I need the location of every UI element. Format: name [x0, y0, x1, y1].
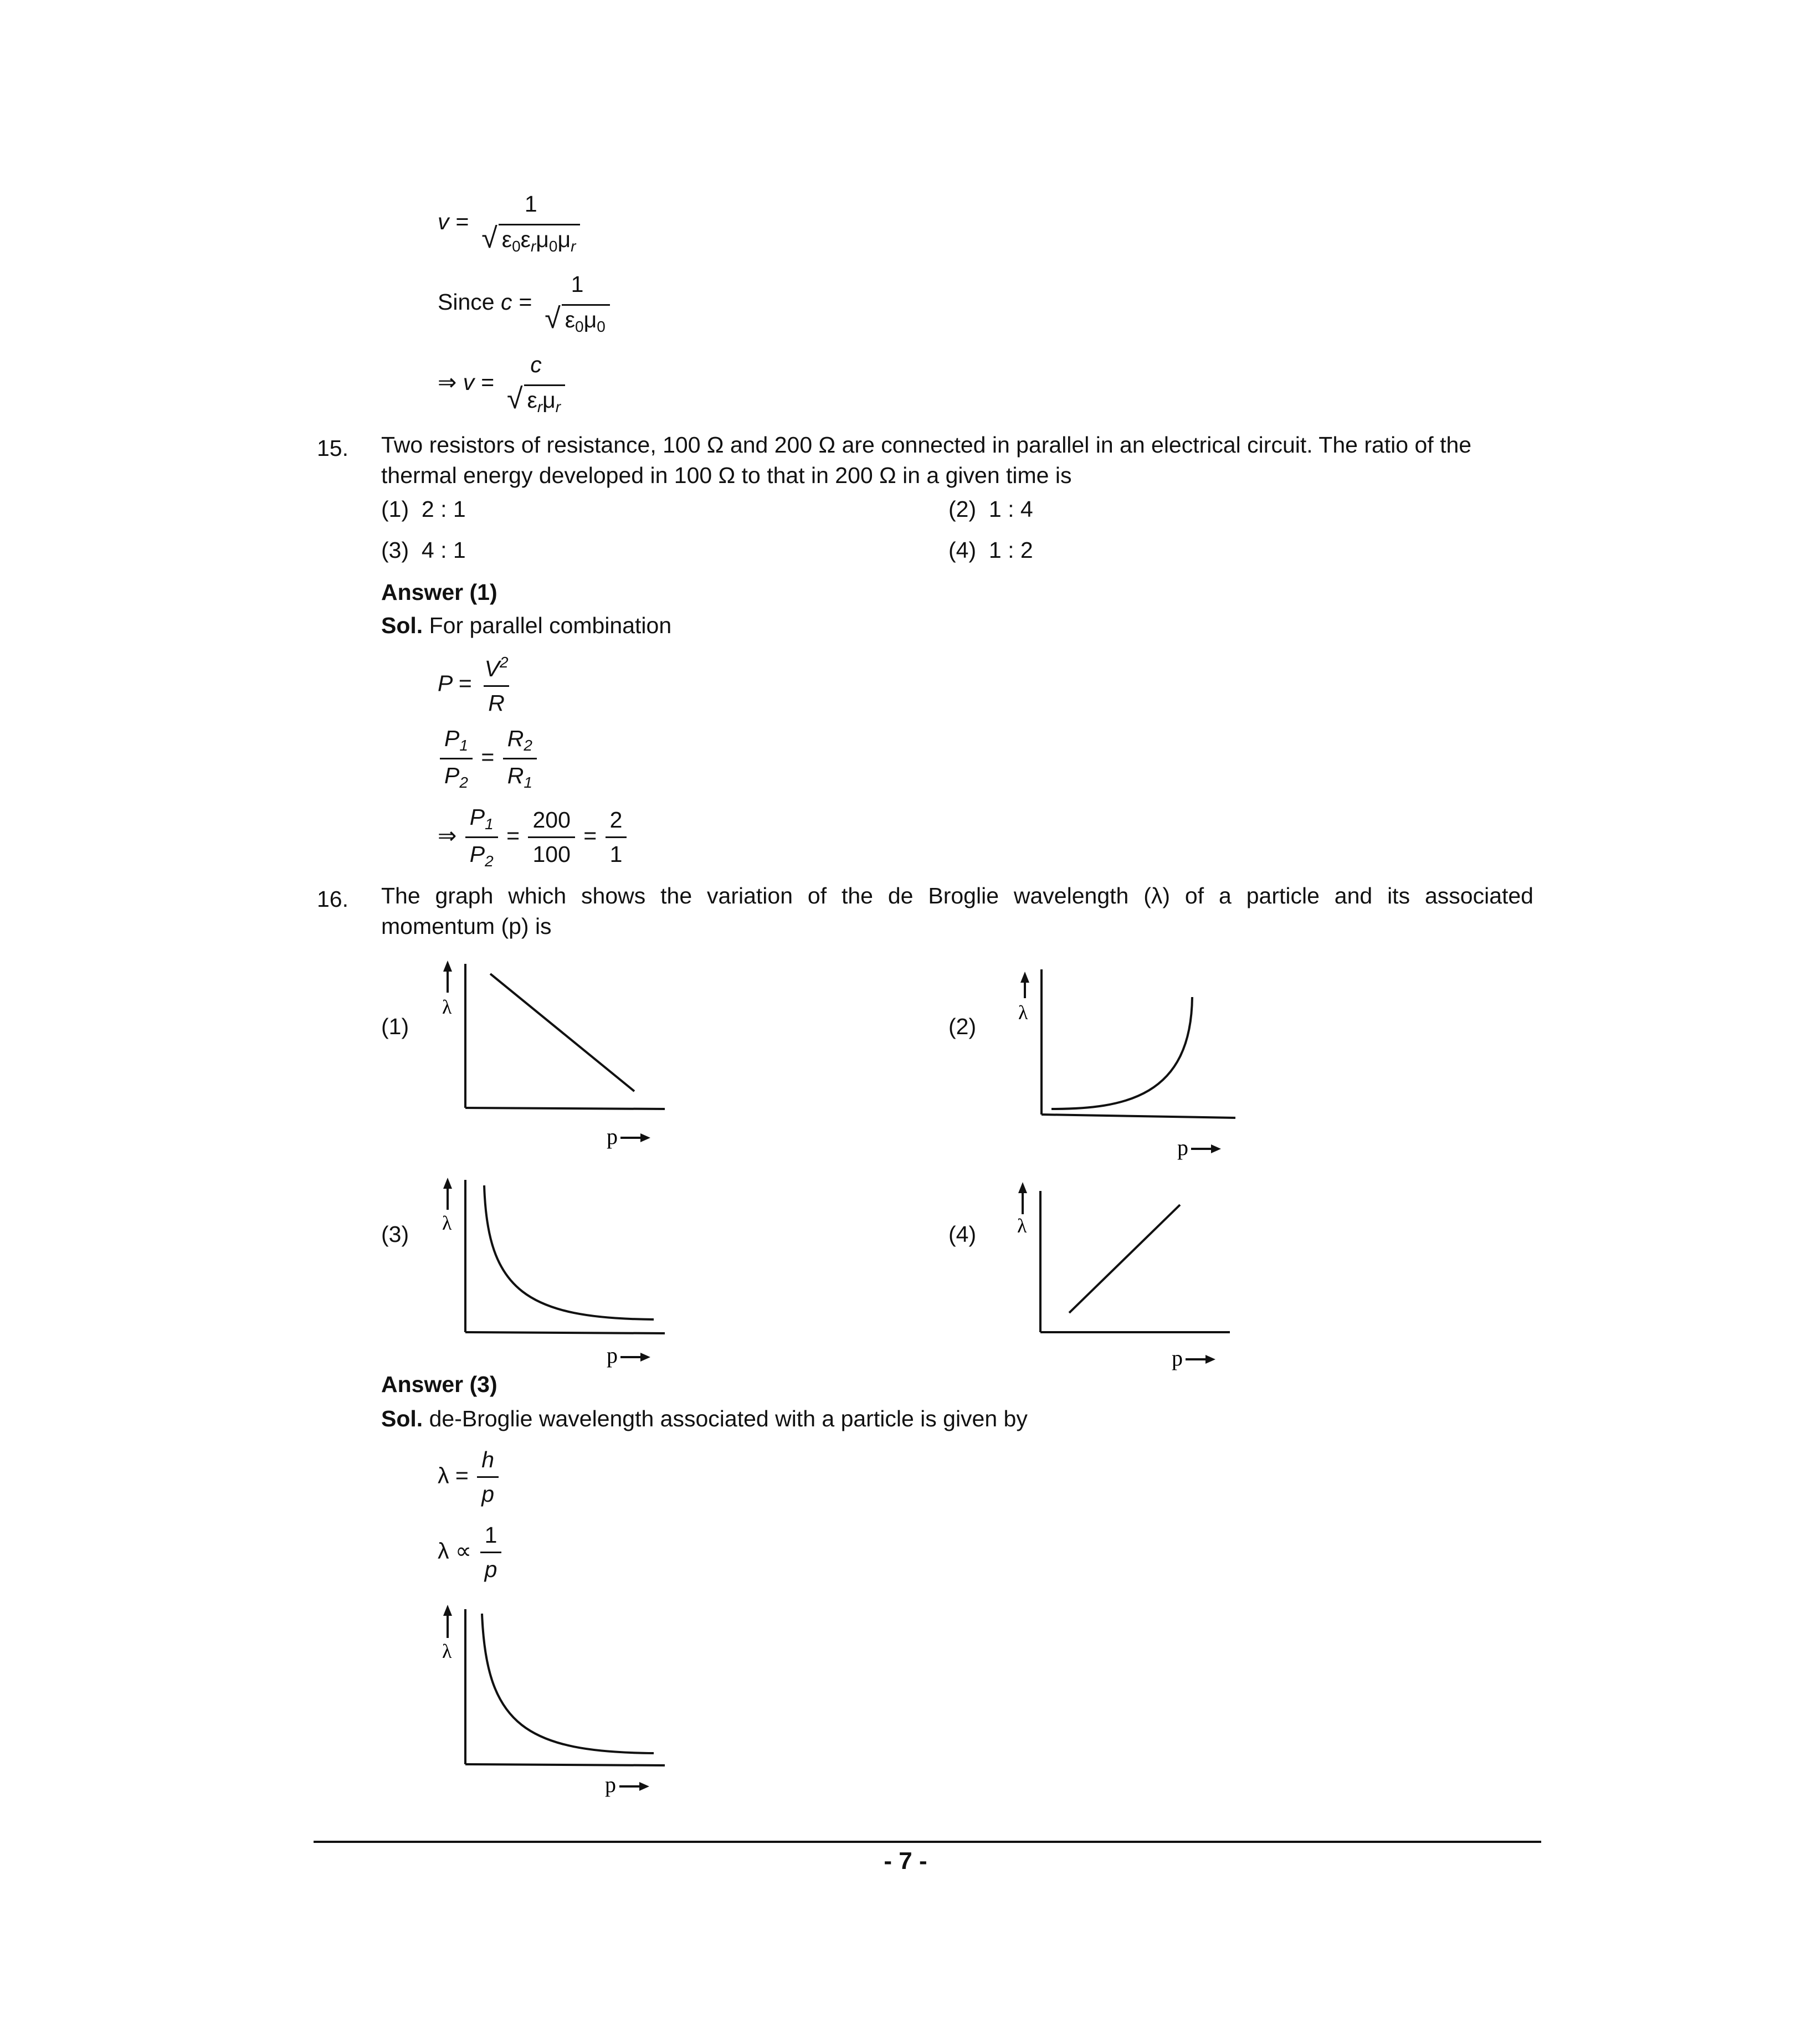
fraction — [606, 807, 627, 867]
question-number: 16. — [317, 886, 348, 912]
fraction-denominator: R — [484, 685, 509, 716]
option-1: (1) 2 : 1 — [381, 496, 466, 522]
curve-hyperbola — [482, 1614, 654, 1753]
graph-option-3 — [427, 1169, 681, 1368]
fraction-denominator: $P_2$ — [465, 836, 498, 870]
fraction — [480, 1522, 502, 1583]
fraction-numerator: $P_1$ — [469, 804, 494, 833]
option-3: (3) 4 : 1 — [381, 537, 466, 563]
radicand — [524, 384, 566, 416]
solution-line — [381, 1404, 1028, 1434]
fraction-numerator: c — [530, 352, 542, 377]
fraction-numerator: 1 — [484, 1522, 497, 1548]
graph-option-3-label: (3) — [381, 1221, 409, 1247]
curve-linear-decreasing — [490, 974, 634, 1091]
curve-linear-increasing — [1069, 1205, 1180, 1313]
x-axis-label: p — [607, 1124, 618, 1149]
fraction — [540, 271, 614, 336]
y-axis-label: λ — [1018, 1002, 1028, 1024]
graph-option-2-label: (2) — [948, 1014, 977, 1039]
y-axis-label: λ — [442, 996, 452, 1018]
y-axis-label: λ — [442, 1212, 452, 1234]
question-15-text — [381, 430, 1533, 491]
graph-option-1 — [427, 953, 681, 1152]
fraction-denominator — [540, 301, 614, 336]
curve-increasing — [1051, 997, 1192, 1109]
equals-sign: = — [583, 823, 597, 849]
fraction — [440, 726, 473, 792]
fraction-numerator: $R_2$ — [507, 726, 532, 754]
fraction — [477, 1447, 499, 1507]
exponent: 2 — [499, 654, 509, 671]
question-text-line: thermal energy developed in 100 Ω to that in 200 Ω in a given time is — [381, 463, 1072, 489]
equals-sign: = — [506, 823, 520, 849]
eq-lhs: v = — [438, 208, 469, 234]
y-axis-label: λ — [1017, 1215, 1027, 1237]
question-text-line: momentum (p) is — [381, 913, 552, 939]
x-axis — [1042, 1115, 1235, 1118]
solution-label: Sol. — [381, 1406, 423, 1431]
fraction-denominator: p — [477, 1476, 499, 1507]
formula-power-ratio — [438, 726, 539, 792]
y-axis-label: λ — [442, 1640, 452, 1662]
radicand — [562, 304, 610, 336]
x-axis — [465, 1332, 665, 1333]
formula-v-general — [438, 191, 587, 255]
x-axis-label: p — [1177, 1135, 1188, 1160]
eq-lhs: λ = — [438, 1462, 469, 1488]
footer-divider — [314, 1841, 1541, 1843]
fraction-numerator: h — [481, 1447, 495, 1472]
formula-v-relative — [438, 352, 572, 416]
fraction — [502, 352, 570, 416]
eq-lhs: c = — [500, 289, 532, 315]
var-v: V — [484, 656, 500, 681]
formula-c — [438, 271, 617, 336]
eq-lhs: λ ∝ — [438, 1538, 472, 1564]
since-label: Since — [438, 289, 495, 315]
fraction-numerator: $P_1$ — [444, 726, 468, 754]
fraction-numerator: 1 — [571, 271, 584, 297]
y-arrow-head — [1020, 972, 1029, 983]
formula-de-broglie — [438, 1447, 501, 1507]
x-arrow-head — [1211, 1144, 1221, 1153]
radicand-text: $\varepsilon_0\varepsilon_r\mu_0\mu_r$ — [501, 227, 576, 255]
x-axis-label: p — [605, 1772, 616, 1797]
y-arrow-head — [443, 1178, 452, 1189]
formula-proportionality — [438, 1522, 504, 1583]
question-number: 15. — [317, 435, 348, 461]
fraction — [465, 804, 498, 870]
equals-sign: = — [481, 744, 495, 770]
curve-hyperbola — [484, 1185, 654, 1319]
fraction-denominator — [502, 381, 570, 416]
fraction-denominator: $P_2$ — [440, 758, 473, 792]
radicand-text: $\varepsilon_0\mu_0$ — [565, 307, 606, 335]
fraction-numerator: 1 — [524, 191, 537, 217]
graph-option-2 — [997, 964, 1252, 1163]
option-4: (4) 1 : 2 — [948, 537, 1033, 563]
y-arrow-head — [443, 1605, 452, 1616]
fraction — [503, 726, 537, 792]
solution-line — [381, 610, 671, 641]
option-2: (2) 1 : 4 — [948, 496, 1033, 522]
fraction — [480, 654, 513, 716]
y-arrow-head — [1018, 1182, 1027, 1193]
question-text-line: Two resistors of resistance, 100 Ω and 200 Ω are connected in parallel in an electrical circuit. The ratio of the — [381, 432, 1472, 458]
eq-lhs: P = — [438, 670, 472, 696]
fraction-denominator: $R_1$ — [503, 758, 537, 792]
x-arrow-head — [640, 1353, 650, 1362]
page-number: - 7 - — [884, 1847, 927, 1874]
x-arrow-head — [640, 1133, 650, 1142]
y-arrow-head — [443, 961, 452, 972]
radical-sign: √ — [545, 302, 561, 335]
x-axis — [465, 1108, 665, 1109]
fraction — [477, 191, 584, 255]
radicand-text: $\varepsilon_r\mu_r$ — [527, 387, 561, 415]
graph-option-1-label: (1) — [381, 1014, 409, 1039]
x-arrow-head — [1205, 1355, 1215, 1364]
answer-label: Answer (1) — [381, 579, 497, 605]
fraction — [528, 807, 574, 867]
radicand — [499, 224, 581, 255]
answer-label: Answer (3) — [381, 1372, 497, 1397]
question-text-line: The graph which shows the variation of the de Broglie wavelength (λ) of a particle and its associated — [381, 883, 1533, 908]
x-axis-label: p — [607, 1343, 618, 1368]
x-axis-label: p — [1172, 1345, 1183, 1370]
fraction-denominator: 1 — [606, 836, 627, 867]
graph-option-4-label: (4) — [948, 1221, 977, 1247]
fraction-numerator — [480, 654, 513, 685]
question-16-text — [381, 881, 1533, 942]
radical-sign: √ — [507, 383, 523, 415]
solution-text: de-Broglie wavelength associated with a particle is given by — [429, 1406, 1028, 1431]
x-axis — [465, 1764, 665, 1765]
solution-graph — [427, 1598, 681, 1798]
eq-lhs: ⇒ v = — [438, 369, 494, 395]
x-arrow-head — [639, 1782, 649, 1791]
fraction-denominator: p — [480, 1552, 502, 1583]
radical-sign: √ — [481, 222, 497, 254]
graph-option-4 — [997, 1174, 1252, 1374]
fraction-denominator: 100 — [528, 836, 574, 867]
fraction-denominator — [477, 220, 584, 255]
fraction-numerator: 200 — [532, 807, 571, 833]
solution-label: Sol. — [381, 613, 423, 638]
formula-power-ratio-value — [438, 804, 629, 870]
fraction-numerator: 2 — [609, 807, 623, 833]
implies-arrow: ⇒ — [438, 823, 457, 849]
formula-power — [438, 654, 515, 716]
solution-text: For parallel combination — [429, 613, 672, 638]
